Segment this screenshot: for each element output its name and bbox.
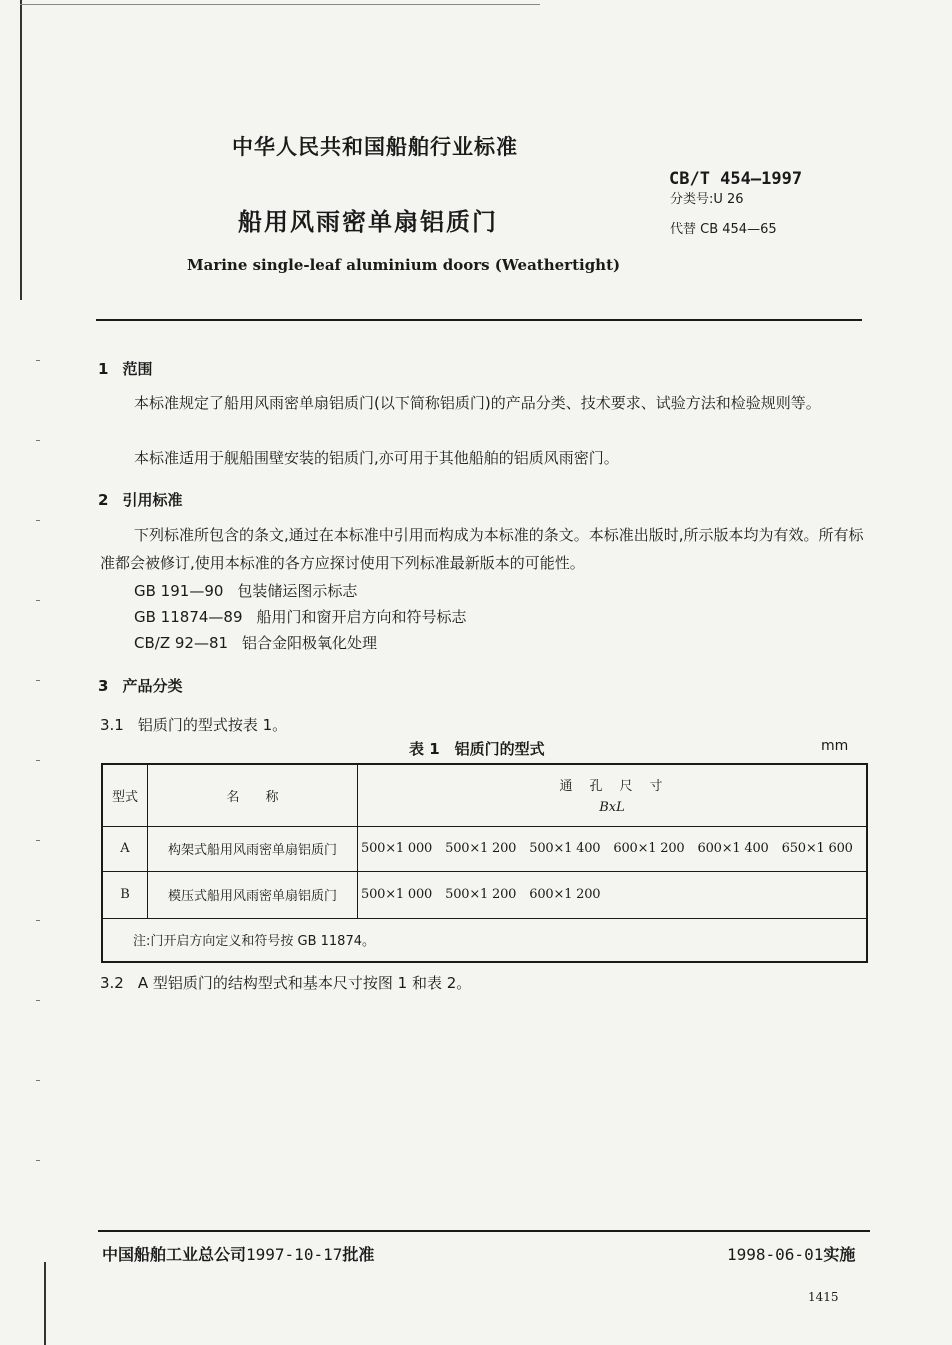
clause-3-1 [100, 714, 287, 735]
document-title-cn: 船用风雨密单扇铝质门 [238, 208, 498, 236]
header-rule [96, 319, 862, 321]
scan-dash [36, 520, 40, 521]
scan-edge-top [20, 0, 22, 300]
scan-dash [36, 440, 40, 441]
reference-code: CB/Z 92—81 [134, 634, 229, 652]
clause-3-2 [100, 972, 471, 993]
reference-title: 包装储运图示标志 [237, 582, 358, 600]
section-1-heading [98, 358, 152, 379]
dimension-value: 500×1 000 [361, 841, 433, 856]
table-note-row [102, 918, 867, 962]
reference-title: 船用门和窗开启方向和符号标志 [256, 608, 467, 626]
section-3-heading [98, 675, 182, 696]
document-title-en: Marine single-leaf aluminium doors (Weathertight) [187, 256, 621, 274]
scan-dash [36, 1000, 40, 1001]
dimension-value: 650×1 600 [781, 841, 853, 856]
reference-item [134, 632, 377, 653]
reference-title: 铝合金阳极氧化处理 [242, 634, 378, 652]
section-1-paragraph-1: 本标准规定了船用风雨密单扇铝质门(以下简称铝质门)的产品分类、技术要求、试验方法和检验规则等。 [134, 394, 821, 412]
table-note: 注:门开启方向定义和符号按 GB 11874。 [102, 918, 867, 962]
section-number: 1 [98, 360, 109, 378]
standard-code: CB/T 454—1997 [669, 169, 803, 189]
column-header-name: 名 称 [148, 764, 358, 826]
section-2-paragraph-1: 下列标准所包含的条文,通过在本标准中引用而构成为本标准的条文。本标准出版时,所示版本均为有效。所有标准都会被修订,使用本标准的各方应探讨使用下列标准最新版本的可能性。 [100, 526, 864, 572]
scan-dash [36, 760, 40, 761]
reference-item [134, 580, 357, 601]
section-number: 2 [98, 491, 109, 509]
replaces-standard: 代替 CB 454—65 [670, 222, 777, 237]
scan-dash [36, 1080, 40, 1081]
column-header-type: 型式 [102, 764, 148, 826]
clause-number: 3.1 [100, 716, 124, 734]
scan-dash [36, 920, 40, 921]
clause-text: A 型铝质门的结构型式和基本尺寸按图 1 和表 2。 [137, 974, 472, 992]
standard-org: 中华人民共和国船舶行业标准 [232, 135, 518, 159]
dimension-value: 600×1 200 [529, 887, 601, 902]
dimension-value: 500×1 000 [361, 887, 433, 902]
section-title: 范围 [122, 360, 153, 378]
dimension-value: 500×1 400 [529, 841, 601, 856]
scan-dash [36, 600, 40, 601]
classification-number: 分类号:U 26 [670, 192, 744, 207]
row-type: B [102, 871, 148, 918]
table-caption: 表 1 铝质门的型式 [409, 740, 545, 758]
dimension-value: 500×1 200 [445, 841, 517, 856]
dimensions-sublabel: BxL [599, 800, 625, 816]
reference-item [134, 606, 467, 627]
section-1-paragraph-2: 本标准适用于舰船围壁安装的铝质门,亦可用于其他船舶的铝质风雨密门。 [134, 449, 619, 467]
door-types-table [101, 763, 868, 963]
table-header-row [102, 764, 867, 826]
reference-code: GB 191—90 [134, 582, 224, 600]
section-number: 3 [98, 677, 109, 695]
approved-date: 1997-10-17 [246, 1245, 343, 1264]
effective-date: 1998-06-01 [727, 1245, 824, 1264]
scan-dash [36, 1160, 40, 1161]
approved-label: 批准 [342, 1245, 375, 1264]
table-unit: mm [821, 738, 849, 754]
row-name: 模压式船用风雨密单扇铝质门 [148, 871, 358, 918]
table-row [102, 826, 867, 871]
issuer: 中国船舶工业总公司 [102, 1245, 247, 1264]
table-row [102, 871, 867, 918]
row-type: A [102, 826, 148, 871]
clause-number: 3.2 [100, 974, 124, 992]
footer-approval [102, 1242, 374, 1265]
scan-dash [36, 680, 40, 681]
row-name: 构架式船用风雨密单扇铝质门 [148, 826, 358, 871]
row-dimensions [358, 871, 868, 918]
clause-text: 铝质门的型式按表 1。 [137, 716, 288, 734]
scan-edge-bottom [44, 1262, 46, 1345]
dimension-value: 500×1 200 [445, 887, 517, 902]
section-2-heading [98, 489, 182, 510]
row-dimensions [358, 826, 868, 871]
footer-effective [727, 1242, 855, 1265]
section-title: 引用标准 [122, 491, 183, 509]
scan-dash [36, 840, 40, 841]
dimensions-label: 通 孔 尺 寸 [559, 779, 665, 795]
section-title: 产品分类 [122, 677, 183, 695]
page-number: 1415 [808, 1290, 839, 1304]
dimension-value: 600×1 200 [613, 841, 685, 856]
footer-rule [98, 1230, 870, 1232]
scan-top-line [20, 4, 540, 5]
column-header-dimensions [358, 764, 868, 826]
dimension-value: 600×1 400 [697, 841, 769, 856]
scan-dash [36, 360, 40, 361]
effective-label: 实施 [823, 1245, 856, 1264]
reference-code: GB 11874—89 [134, 608, 243, 626]
